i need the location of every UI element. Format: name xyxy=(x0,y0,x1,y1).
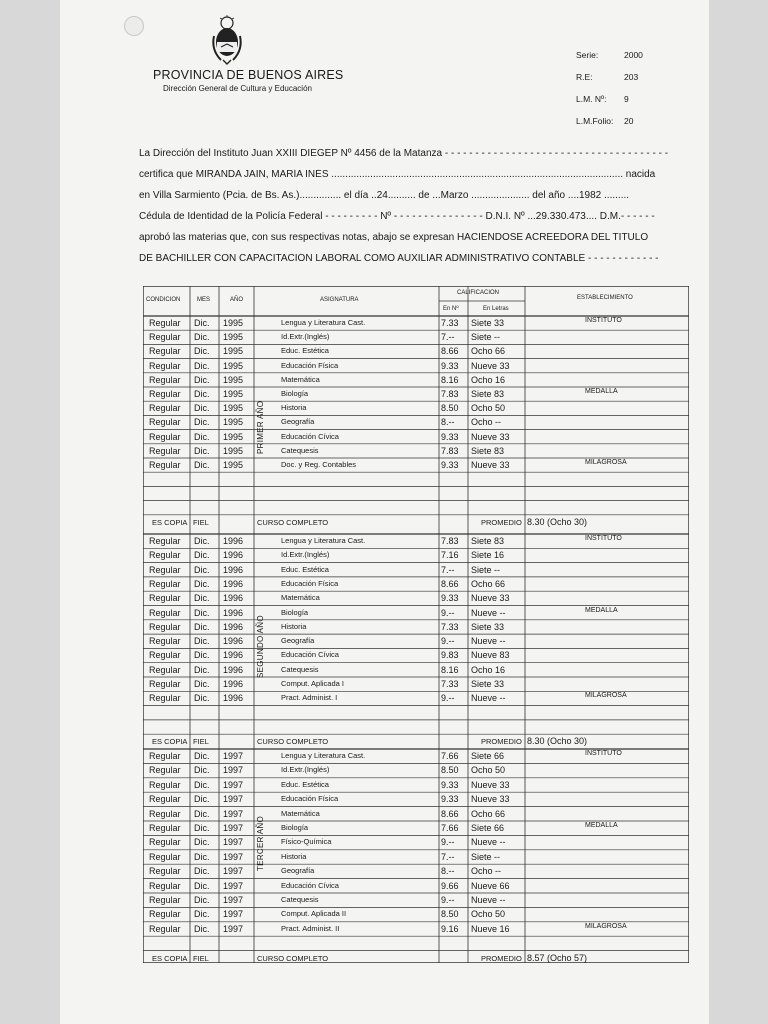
cell-mes: Dic. xyxy=(194,417,210,428)
cell-nota-numero: 9.83 xyxy=(441,650,459,661)
cell-asignatura: Educación Cívica xyxy=(281,431,339,441)
cell-condicion: Regular xyxy=(149,923,181,934)
cell-condicion: Regular xyxy=(149,417,181,428)
cell-mes: Dic. xyxy=(194,895,210,905)
cell-nota-letras: Nueve 33 xyxy=(471,431,510,442)
cell-anio: 1997 xyxy=(223,866,244,877)
cell-nota-letras: Nueve -- xyxy=(471,636,506,647)
cell-nota-numero: 7.66 xyxy=(441,751,459,761)
cell-asignatura: Geografía xyxy=(281,866,315,876)
cell-mes: Dic. xyxy=(194,823,210,833)
cell-condicion: Regular xyxy=(149,403,181,414)
cell-asignatura: Educación Física xyxy=(281,360,339,370)
header-en-numero: En Nº xyxy=(443,306,459,312)
cell-condicion: Regular xyxy=(149,318,181,328)
cell-nota-numero: 9.33 xyxy=(441,360,459,371)
cell-establecimiento: INSTITUTO xyxy=(585,535,622,542)
cell-nota-letras: Nueve 33 xyxy=(471,360,510,371)
cell-asignatura: Biología xyxy=(281,389,309,398)
meta-label: L.M. Nº: xyxy=(576,94,607,104)
cell-asignatura: Matemática xyxy=(281,374,320,384)
cell-nota-letras: Nueve -- xyxy=(471,837,506,848)
cell-nota-numero: 7.33 xyxy=(441,621,459,632)
cell-asignatura: Comput. Aplicada II xyxy=(281,909,347,919)
cell-asignatura: Id.Extr.(Inglés) xyxy=(281,332,330,342)
cell-nota-letras: Siete 33 xyxy=(471,621,505,632)
cell-asignatura: Biología xyxy=(281,823,309,832)
cell-condicion: Regular xyxy=(149,445,181,456)
cell-condicion: Regular xyxy=(149,360,181,371)
year-section-label: TERCER AÑO xyxy=(256,815,265,871)
cell-nota-letras: Siete 66 xyxy=(471,751,505,761)
cell-condicion: Regular xyxy=(149,636,181,647)
cell-anio: 1997 xyxy=(223,808,244,819)
cell-mes: Dic. xyxy=(194,460,210,470)
cell-mes: Dic. xyxy=(194,346,210,357)
cell-mes: Dic. xyxy=(194,550,210,561)
cell-asignatura: Id.Extr.(Inglés) xyxy=(281,550,330,560)
cell-condicion: Regular xyxy=(149,578,181,589)
cell-condicion: Regular xyxy=(149,621,181,632)
cell-nota-letras: Siete -- xyxy=(471,851,501,862)
certificate-line: certifica que MIRANDA JAIN, MARÍA INÉS ......................................................................................................... nacida xyxy=(139,169,656,180)
cell-asignatura: Geografía xyxy=(281,636,315,646)
cell-anio: 1997 xyxy=(223,895,244,905)
cell-mes: Dic. xyxy=(194,909,210,920)
cell-nota-numero: 7.-- xyxy=(441,564,455,575)
cell-anio: 1995 xyxy=(223,332,244,343)
meta-value: 2000 xyxy=(624,50,643,60)
cell-anio: 1997 xyxy=(223,779,244,790)
cell-mes: Dic. xyxy=(194,593,210,604)
cell-condicion: Regular xyxy=(149,880,181,891)
cell-mes: Dic. xyxy=(194,360,210,371)
cell-anio: 1996 xyxy=(223,578,244,589)
cell-nota-numero: 9.33 xyxy=(441,460,459,470)
cell-nota-letras: Ocho 16 xyxy=(471,374,506,385)
meta-label: Serie: xyxy=(576,50,599,60)
cell-asignatura: Educación Cívica xyxy=(281,880,339,890)
cell-asignatura: Pract. Administ. I xyxy=(281,693,338,703)
cell-condicion: Regular xyxy=(149,550,181,561)
cell-mes: Dic. xyxy=(194,693,210,704)
footer-fiel: FIEL xyxy=(193,517,209,527)
cell-nota-numero: 7.-- xyxy=(441,851,455,862)
cell-mes: Dic. xyxy=(194,564,210,575)
footer-curso-completo: CURSO COMPLETO xyxy=(257,953,329,963)
cell-nota-letras: Siete 33 xyxy=(471,318,505,328)
footer-fiel: FIEL xyxy=(193,953,209,963)
cell-mes: Dic. xyxy=(194,837,210,848)
cell-nota-letras: Siete 83 xyxy=(471,389,505,399)
cell-nota-numero: 9.33 xyxy=(441,431,459,442)
cell-nota-letras: Nueve 66 xyxy=(471,880,510,891)
cell-condicion: Regular xyxy=(149,693,181,704)
cell-nota-letras: Ocho 66 xyxy=(471,346,506,357)
cell-anio: 1996 xyxy=(223,621,244,632)
cell-asignatura: Id.Extr.(Inglés) xyxy=(281,765,330,775)
cell-mes: Dic. xyxy=(194,751,210,761)
meta-label: L.M.Folio: xyxy=(576,116,614,126)
cell-mes: Dic. xyxy=(194,765,210,776)
cell-asignatura: Historia xyxy=(281,621,307,631)
year-section-label: PRIMER AÑO xyxy=(256,400,265,454)
cell-nota-numero: 9.16 xyxy=(441,923,459,934)
cell-anio: 1997 xyxy=(223,923,244,934)
cell-nota-letras: Ocho 66 xyxy=(471,578,506,589)
cell-mes: Dic. xyxy=(194,621,210,632)
cell-establecimiento: MEDALLA xyxy=(585,822,618,829)
meta-value: 20 xyxy=(624,116,634,126)
footer-promedio-label: PROMEDIO xyxy=(481,737,522,747)
cell-nota-numero: 9.66 xyxy=(441,880,459,891)
cell-asignatura: Pract. Administ. II xyxy=(281,923,340,933)
cell-anio: 1996 xyxy=(223,607,244,618)
cell-asignatura: Físico-Química xyxy=(281,837,332,847)
cell-anio: 1995 xyxy=(223,389,244,399)
cell-nota-letras: Nueve 33 xyxy=(471,593,510,604)
cell-anio: 1997 xyxy=(223,751,244,761)
cell-nota-numero: 8.16 xyxy=(441,374,459,385)
cell-anio: 1997 xyxy=(223,909,244,920)
footer-es-copia: ES COPIA xyxy=(152,517,188,527)
cell-mes: Dic. xyxy=(194,403,210,414)
cell-anio: 1996 xyxy=(223,693,244,704)
cell-establecimiento: MILAGROSA xyxy=(585,459,627,466)
cell-nota-numero: 8.-- xyxy=(441,417,455,428)
cell-nota-numero: 7.83 xyxy=(441,445,459,456)
cell-condicion: Regular xyxy=(149,536,181,546)
cell-asignatura: Catequesis xyxy=(281,664,319,674)
cell-nota-letras: Nueve 33 xyxy=(471,794,510,805)
cell-nota-numero: 9.-- xyxy=(441,636,455,647)
cell-mes: Dic. xyxy=(194,808,210,819)
cell-anio: 1995 xyxy=(223,374,244,385)
cell-asignatura: Biología xyxy=(281,607,309,617)
cell-anio: 1995 xyxy=(223,403,244,414)
cell-nota-letras: Nueve -- xyxy=(471,895,506,905)
cell-condicion: Regular xyxy=(149,593,181,604)
footer-promedio-label: PROMEDIO xyxy=(481,517,522,527)
cell-condicion: Regular xyxy=(149,374,181,385)
certificate-line: Cédula de Identidad de la Policía Federal - - - - - - - - - Nº - - - - - - - - - - - - - - - D.N.I. Nº ...29.330.473.... D.M.- - - - - - xyxy=(139,211,655,222)
cell-anio: 1996 xyxy=(223,650,244,661)
cell-nota-numero: 9.-- xyxy=(441,693,455,704)
cell-mes: Dic. xyxy=(194,389,210,399)
cell-condicion: Regular xyxy=(149,332,181,343)
cell-mes: Dic. xyxy=(194,536,210,546)
cell-nota-numero: 9.33 xyxy=(441,779,459,790)
cell-anio: 1997 xyxy=(223,851,244,862)
cell-condicion: Regular xyxy=(149,794,181,805)
cell-nota-letras: Nueve 83 xyxy=(471,650,510,661)
footer-curso-completo: CURSO COMPLETO xyxy=(257,737,329,747)
cell-anio: 1995 xyxy=(223,360,244,371)
cell-condicion: Regular xyxy=(149,765,181,776)
certificate-line: DE BACHILLER CON CAPACITACIÓN LABORAL COMO AUXILIAR ADMINISTRATIVO CONTABLE - - - - - - - - - - - - xyxy=(139,253,659,264)
cell-condicion: Regular xyxy=(149,679,181,689)
cell-asignatura: Catequesis xyxy=(281,445,319,455)
cell-nota-letras: Nueve 16 xyxy=(471,923,510,934)
cell-mes: Dic. xyxy=(194,445,210,456)
header-anio: AÑO xyxy=(230,297,244,303)
cell-establecimiento: INSTITUTO xyxy=(585,750,622,757)
cell-asignatura: Lengua y Literatura Cast. xyxy=(281,536,366,545)
meta-value: 9 xyxy=(624,94,629,104)
cell-nota-letras: Ocho -- xyxy=(471,417,502,428)
cell-nota-letras: Siete 83 xyxy=(471,445,505,456)
meta-label: R.E: xyxy=(576,72,593,82)
cell-nota-numero: 8.66 xyxy=(441,808,459,819)
cell-anio: 1997 xyxy=(223,880,244,891)
cell-mes: Dic. xyxy=(194,650,210,661)
footer-promedio-value: 8.30 (Ocho 30) xyxy=(527,516,588,527)
cell-condicion: Regular xyxy=(149,389,181,399)
cell-asignatura: Educ. Estética xyxy=(281,564,329,574)
cell-mes: Dic. xyxy=(194,318,210,328)
header-calificacion: CALIFICACION xyxy=(457,290,500,296)
cell-asignatura: Educación Física xyxy=(281,578,339,588)
cell-condicion: Regular xyxy=(149,650,181,661)
cell-anio: 1997 xyxy=(223,765,244,776)
cell-condicion: Regular xyxy=(149,808,181,819)
cell-asignatura: Matemática xyxy=(281,593,320,603)
cell-asignatura: Matemática xyxy=(281,808,320,818)
header-condicion: CONDICION xyxy=(146,297,181,303)
cell-anio: 1995 xyxy=(223,460,244,470)
coat-of-arms-seal xyxy=(209,14,245,66)
cell-anio: 1997 xyxy=(223,823,244,833)
cell-condicion: Regular xyxy=(149,431,181,442)
cell-nota-letras: Siete 33 xyxy=(471,679,505,689)
header-establecimiento: ESTABLECIMIENTO xyxy=(577,295,633,301)
cell-asignatura: Educ. Estética xyxy=(281,779,329,789)
cell-nota-numero: 7.33 xyxy=(441,318,459,328)
meta-value: 203 xyxy=(624,72,639,82)
cell-nota-letras: Siete -- xyxy=(471,332,501,343)
cell-condicion: Regular xyxy=(149,564,181,575)
cell-anio: 1996 xyxy=(223,664,244,675)
cell-anio: 1996 xyxy=(223,550,244,561)
cell-nota-numero: 8.66 xyxy=(441,578,459,589)
cell-nota-numero: 8.50 xyxy=(441,765,459,776)
cell-condicion: Regular xyxy=(149,607,181,618)
cell-condicion: Regular xyxy=(149,346,181,357)
cell-condicion: Regular xyxy=(149,823,181,833)
cell-nota-letras: Nueve -- xyxy=(471,693,506,704)
grades-table xyxy=(143,286,689,963)
cell-mes: Dic. xyxy=(194,880,210,891)
cell-anio: 1996 xyxy=(223,564,244,575)
cell-mes: Dic. xyxy=(194,374,210,385)
cell-asignatura: Comput. Aplicada I xyxy=(281,679,344,688)
footer-promedio-label: PROMEDIO xyxy=(481,953,522,963)
cell-nota-numero: 8.66 xyxy=(441,346,459,357)
cell-condicion: Regular xyxy=(149,779,181,790)
cell-nota-letras: Ocho -- xyxy=(471,866,502,877)
footer-curso-completo: CURSO COMPLETO xyxy=(257,517,329,527)
cell-anio: 1995 xyxy=(223,417,244,428)
cell-establecimiento: MILAGROSA xyxy=(585,692,627,700)
cell-nota-letras: Ocho 50 xyxy=(471,403,506,414)
cell-nota-letras: Siete 83 xyxy=(471,536,505,546)
cell-anio: 1996 xyxy=(223,636,244,647)
cell-condicion: Regular xyxy=(149,909,181,920)
footer-es-copia: ES COPIA xyxy=(152,953,188,963)
certificate-line: La Dirección del Instituto Juan XXIII DIEGEP Nº 4456 de la Matanza - - - - - - - - - - - - - - - - - - - - - - - - - - - - - - - - - - - - - xyxy=(139,148,669,159)
cell-nota-numero: 8.50 xyxy=(441,909,459,920)
cell-mes: Dic. xyxy=(194,578,210,589)
cell-nota-letras: Siete -- xyxy=(471,564,501,575)
cell-asignatura: Educación Física xyxy=(281,794,339,804)
cell-nota-numero: 7.33 xyxy=(441,679,459,689)
cell-asignatura: Catequesis xyxy=(281,895,319,904)
cell-nota-letras: Siete 16 xyxy=(471,550,505,561)
cell-nota-numero: 7.66 xyxy=(441,823,459,833)
footer-fiel: FIEL xyxy=(193,737,209,747)
cell-nota-letras: Nueve 33 xyxy=(471,779,510,790)
certificate-line: en Villa Sarmiento (Pcia. de Bs. As.)............... el día ..24.......... de ...Marzo ..................... del año ....1982 ......... xyxy=(139,190,630,201)
year-section-label: SEGUNDO AÑO xyxy=(256,615,265,678)
cell-mes: Dic. xyxy=(194,607,210,618)
cell-nota-numero: 7.-- xyxy=(441,332,455,343)
cell-asignatura: Historia xyxy=(281,851,307,861)
cell-anio: 1996 xyxy=(223,679,244,689)
cell-nota-letras: Ocho 50 xyxy=(471,909,506,920)
cell-nota-letras: Ocho 50 xyxy=(471,765,506,776)
punch-hole xyxy=(124,16,144,36)
province-title: PROVINCIA DE BUENOS AIRES xyxy=(153,68,344,82)
cell-nota-numero: 9.33 xyxy=(441,794,459,805)
cell-mes: Dic. xyxy=(194,332,210,343)
cell-nota-numero: 9.-- xyxy=(441,607,455,618)
cell-anio: 1995 xyxy=(223,346,244,357)
header-mes: MES xyxy=(197,297,211,303)
cell-asignatura: Lengua y Literatura Cast. xyxy=(281,751,366,760)
cell-mes: Dic. xyxy=(194,923,210,934)
direction-subtitle: Dirección General de Cultura y Educación xyxy=(163,84,312,93)
footer-promedio-value: 8.30 (Ocho 30) xyxy=(527,736,588,747)
cell-condicion: Regular xyxy=(149,866,181,877)
cell-mes: Dic. xyxy=(194,636,210,647)
cell-nota-letras: Siete 66 xyxy=(471,823,505,833)
cell-nota-letras: Nueve 33 xyxy=(471,460,510,470)
certificate-line: aprobó las materias que, con sus respectivas notas, abajo se expresan HACIENDOSE ACREEDORA DEL TITULO xyxy=(139,232,649,243)
cell-establecimiento: MILAGROSA xyxy=(585,922,627,930)
cell-nota-letras: Ocho 66 xyxy=(471,808,506,819)
cell-anio: 1997 xyxy=(223,837,244,848)
footer-es-copia: ES COPIA xyxy=(152,737,188,747)
cell-mes: Dic. xyxy=(194,431,210,442)
cell-condicion: Regular xyxy=(149,837,181,848)
cell-nota-letras: Ocho 16 xyxy=(471,664,506,675)
cell-anio: 1995 xyxy=(223,445,244,456)
cell-mes: Dic. xyxy=(194,664,210,675)
cell-nota-numero: 9.-- xyxy=(441,837,455,848)
cell-asignatura: Historia xyxy=(281,403,307,413)
cell-condicion: Regular xyxy=(149,851,181,862)
cell-establecimiento: MEDALLA xyxy=(585,606,618,614)
cell-condicion: Regular xyxy=(149,751,181,761)
cell-mes: Dic. xyxy=(194,794,210,805)
cell-mes: Dic. xyxy=(194,851,210,862)
cell-condicion: Regular xyxy=(149,460,181,470)
cell-nota-numero: 7.16 xyxy=(441,550,459,561)
cell-condicion: Regular xyxy=(149,895,181,905)
cell-nota-numero: 9.-- xyxy=(441,895,455,905)
cell-asignatura: Lengua y Literatura Cast. xyxy=(281,318,366,327)
cell-establecimiento: MEDALLA xyxy=(585,388,618,395)
cell-nota-numero: 8.16 xyxy=(441,664,459,675)
cell-nota-numero: 9.33 xyxy=(441,593,459,604)
cell-nota-letras: Nueve -- xyxy=(471,607,506,618)
header-en-letras: En Letras xyxy=(483,306,509,312)
cell-mes: Dic. xyxy=(194,866,210,877)
cell-nota-numero: 7.83 xyxy=(441,536,459,546)
cell-nota-numero: 8.-- xyxy=(441,866,455,877)
cell-nota-numero: 8.50 xyxy=(441,403,459,414)
footer-promedio-value: 8.57 (Ocho 57) xyxy=(527,952,588,963)
cell-asignatura: Geografía xyxy=(281,417,315,427)
cell-anio: 1996 xyxy=(223,536,244,546)
cell-asignatura: Doc. y Reg. Contables xyxy=(281,460,357,469)
cell-establecimiento: INSTITUTO xyxy=(585,317,622,324)
cell-asignatura: Educ. Estética xyxy=(281,346,329,356)
cell-nota-numero: 7.83 xyxy=(441,389,459,399)
cell-condicion: Regular xyxy=(149,664,181,675)
cell-anio: 1995 xyxy=(223,431,244,442)
cell-anio: 1995 xyxy=(223,318,244,328)
cell-asignatura: Educación Cívica xyxy=(281,650,339,660)
cell-anio: 1997 xyxy=(223,794,244,805)
header-asignatura: ASIGNATURA xyxy=(320,297,359,303)
cell-anio: 1996 xyxy=(223,593,244,604)
cell-mes: Dic. xyxy=(194,779,210,790)
cell-mes: Dic. xyxy=(194,679,210,689)
